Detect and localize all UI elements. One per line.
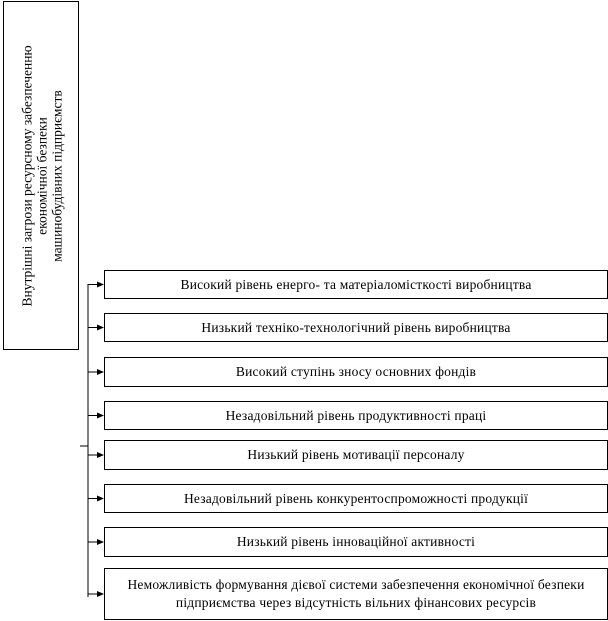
threat-item-financial-resources: Неможливість формування дієвої системи забезпечення економічної безпеки підприємства через відсутність вільних фінансових ресурсів [104, 568, 608, 620]
threat-item-energy-intensity: Високий рівень енерго- та матеріаломісткості виробництва [104, 270, 608, 299]
arrow-head-icon [97, 591, 104, 597]
threat-item-productivity: Незадовільний рівень продуктивності праці [104, 401, 608, 430]
arrow-head-icon [97, 496, 104, 502]
threat-item-asset-wear: Високий ступінь зносу основних фондів [104, 357, 608, 387]
threat-item-motivation: Низький рівень мотивації персоналу [104, 440, 608, 470]
arrow-head-icon [97, 282, 104, 288]
arrow-head-icon [97, 539, 104, 545]
threat-item-competitiveness: Незадовільний рівень конкурентоспроможності продукції [104, 484, 608, 513]
root-threat-label: Внутрішні загрози ресурсному забезпеченню економічної безпеки машинобудівних підприємств [19, 45, 65, 307]
threat-item-innovation: Низький рівень інноваційної активності [104, 527, 608, 557]
arrow-head-icon [97, 325, 104, 331]
threat-item-tech-level: Низький техніко-технологічний рівень виробництва [104, 313, 608, 342]
arrow-head-icon [97, 369, 104, 375]
arrow-head-icon [97, 452, 104, 458]
arrow-head-icon [97, 413, 104, 419]
